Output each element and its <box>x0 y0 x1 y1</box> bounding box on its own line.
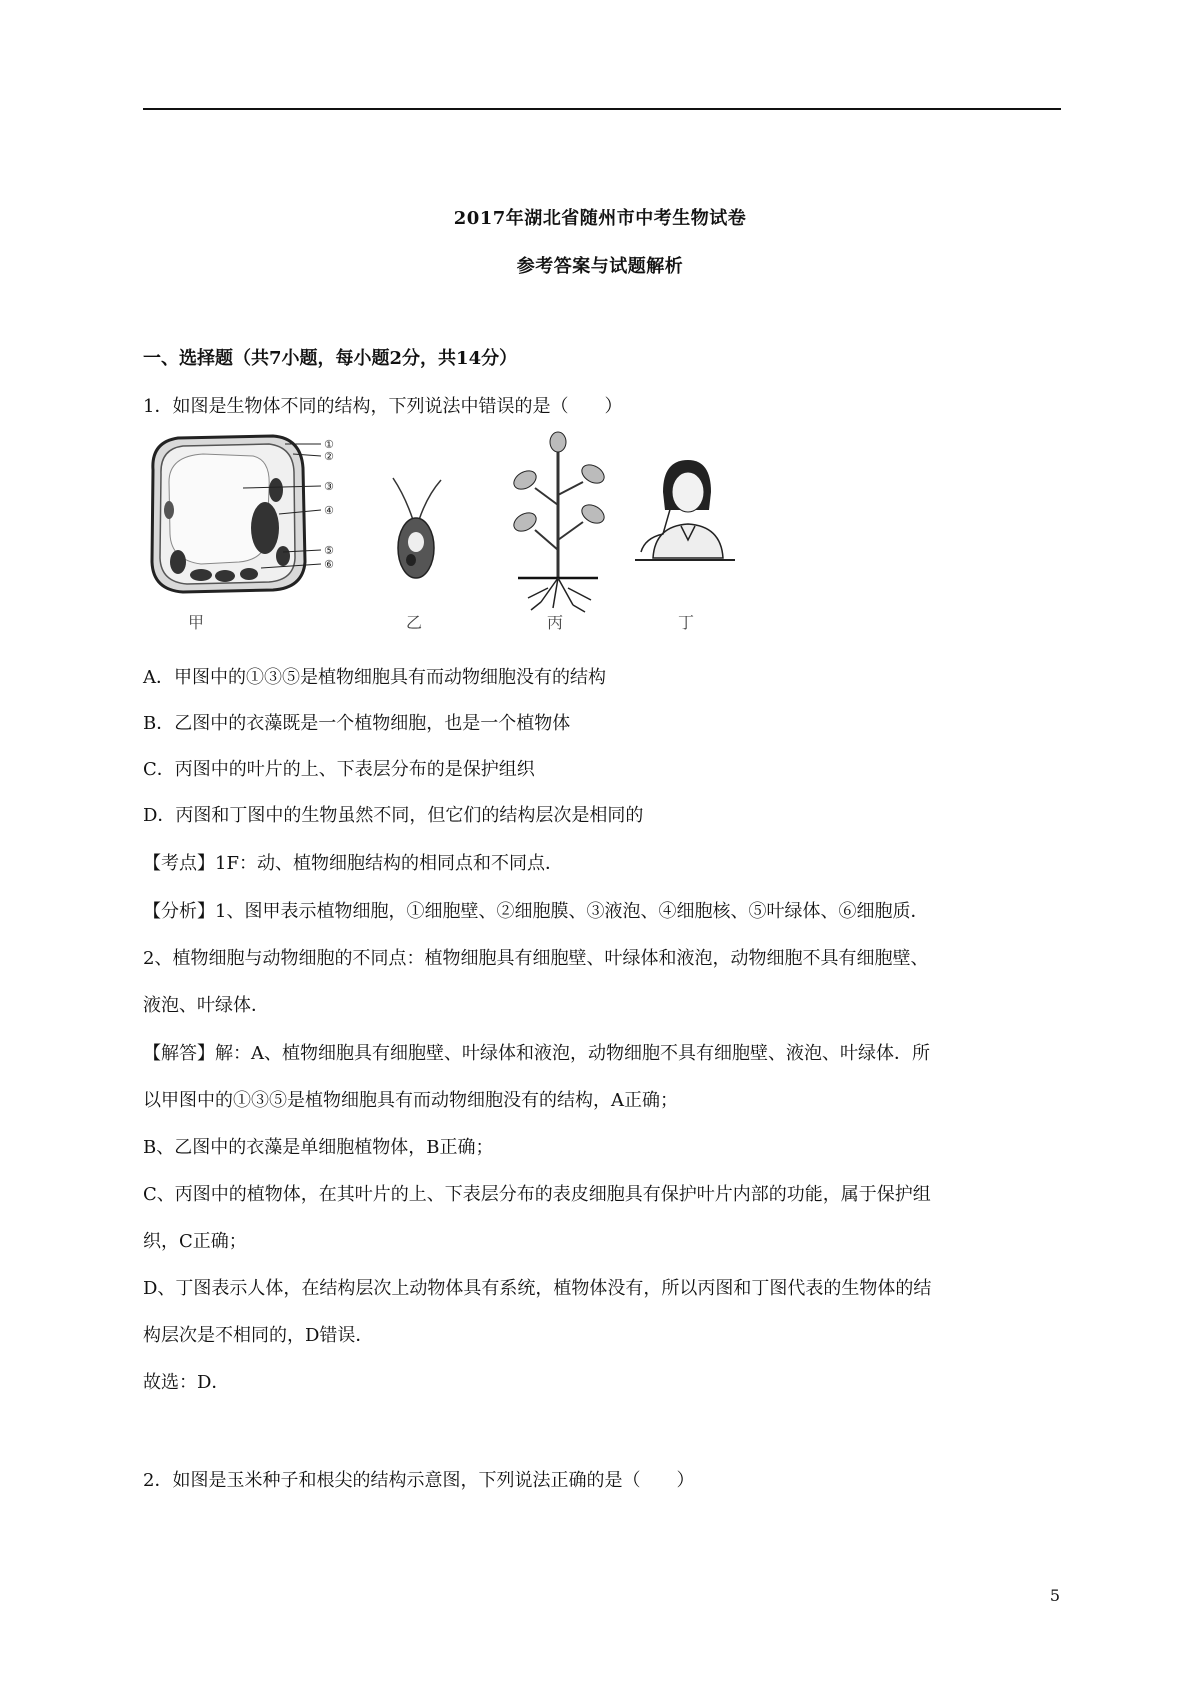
callout-4: ④ <box>324 504 334 517</box>
person-illustration <box>635 460 735 632</box>
callout-5: ⑤ <box>324 544 334 557</box>
figure-label-yi: 乙 <box>406 613 423 632</box>
callout-6: ⑥ <box>324 558 334 571</box>
option-b: B．乙图中的衣藻既是一个植物细胞，也是一个植物体 <box>143 713 571 734</box>
jieda-line: 【解答】解：A、植物细胞具有细胞壁、叶绿体和液泡，动物细胞不具有细胞壁、液泡、叶绿体．所 <box>143 1043 930 1064</box>
callout-3: ③ <box>324 480 334 493</box>
figure-label-jia: 甲 <box>188 613 205 632</box>
callout-2: ② <box>324 450 334 463</box>
header-rule <box>143 108 1061 110</box>
jieda-line: D、丁图表示人体，在结构层次上动物体具有系统，植物体没有，所以丙图和丁图代表的生物体的结 <box>143 1278 932 1299</box>
document-subtitle: 参考答案与试题解析 <box>516 256 684 277</box>
plant-cell-illustration <box>152 436 334 632</box>
figure-label-bing: 丙 <box>547 613 564 632</box>
option-c: C．丙图中的叶片的上、下表层分布的是保护组织 <box>143 759 535 780</box>
jieda-line: C、丙图中的植物体，在其叶片的上、下表层分布的表皮细胞具有保护叶片内部的功能，属于保护组 <box>143 1184 931 1205</box>
question-2-stem: 2．如图是玉米种子和根尖的结构示意图，下列说法正确的是（ ） <box>143 1470 695 1491</box>
figure-label-ding: 丁 <box>678 613 695 632</box>
kaodian-line: 【考点】1F：动、植物细胞结构的相同点和不同点． <box>143 853 563 874</box>
fenxi-line: 液泡、叶绿体． <box>143 995 269 1016</box>
fenxi-line: 2、植物细胞与动物细胞的不同点：植物细胞具有细胞壁、叶绿体和液泡，动物细胞不具有细胞壁、 <box>143 948 929 969</box>
question-1-figure <box>143 430 803 638</box>
plant-illustration <box>511 432 608 632</box>
document-title: 2017年湖北省随州市中考生物试卷 <box>453 208 747 229</box>
jieda-line: 构层次是不相同的，D错误． <box>143 1325 374 1346</box>
jieda-line: B、乙图中的衣藻是单细胞植物体，B正确； <box>143 1137 494 1158</box>
jieda-line: 以甲图中的①③⑤是植物细胞具有而动物细胞没有的结构，A正确； <box>143 1090 678 1111</box>
callout-1: ① <box>324 438 334 451</box>
page-number: 5 <box>1049 1586 1060 1605</box>
fenxi-line: 【分析】1、图甲表示植物细胞，①细胞壁、②细胞膜、③液泡、④细胞核、⑤叶绿体、⑥细胞质． <box>143 901 929 922</box>
jieda-line: 织，C正确； <box>143 1231 247 1252</box>
option-d: D．丙图和丁图中的生物虽然不同，但它们的结构层次是相同的 <box>143 805 644 826</box>
option-a: A．甲图中的①③⑤是植物细胞具有而动物细胞没有的结构 <box>143 667 606 688</box>
section-heading: 一、选择题（共7小题，每小题2分，共14分） <box>143 348 518 369</box>
question-1-stem: 1．如图是生物体不同的结构，下列说法中错误的是（ ） <box>143 396 623 417</box>
chlamydomonas-illustration <box>393 478 441 632</box>
answer-choice-line: 故选：D． <box>143 1372 230 1393</box>
